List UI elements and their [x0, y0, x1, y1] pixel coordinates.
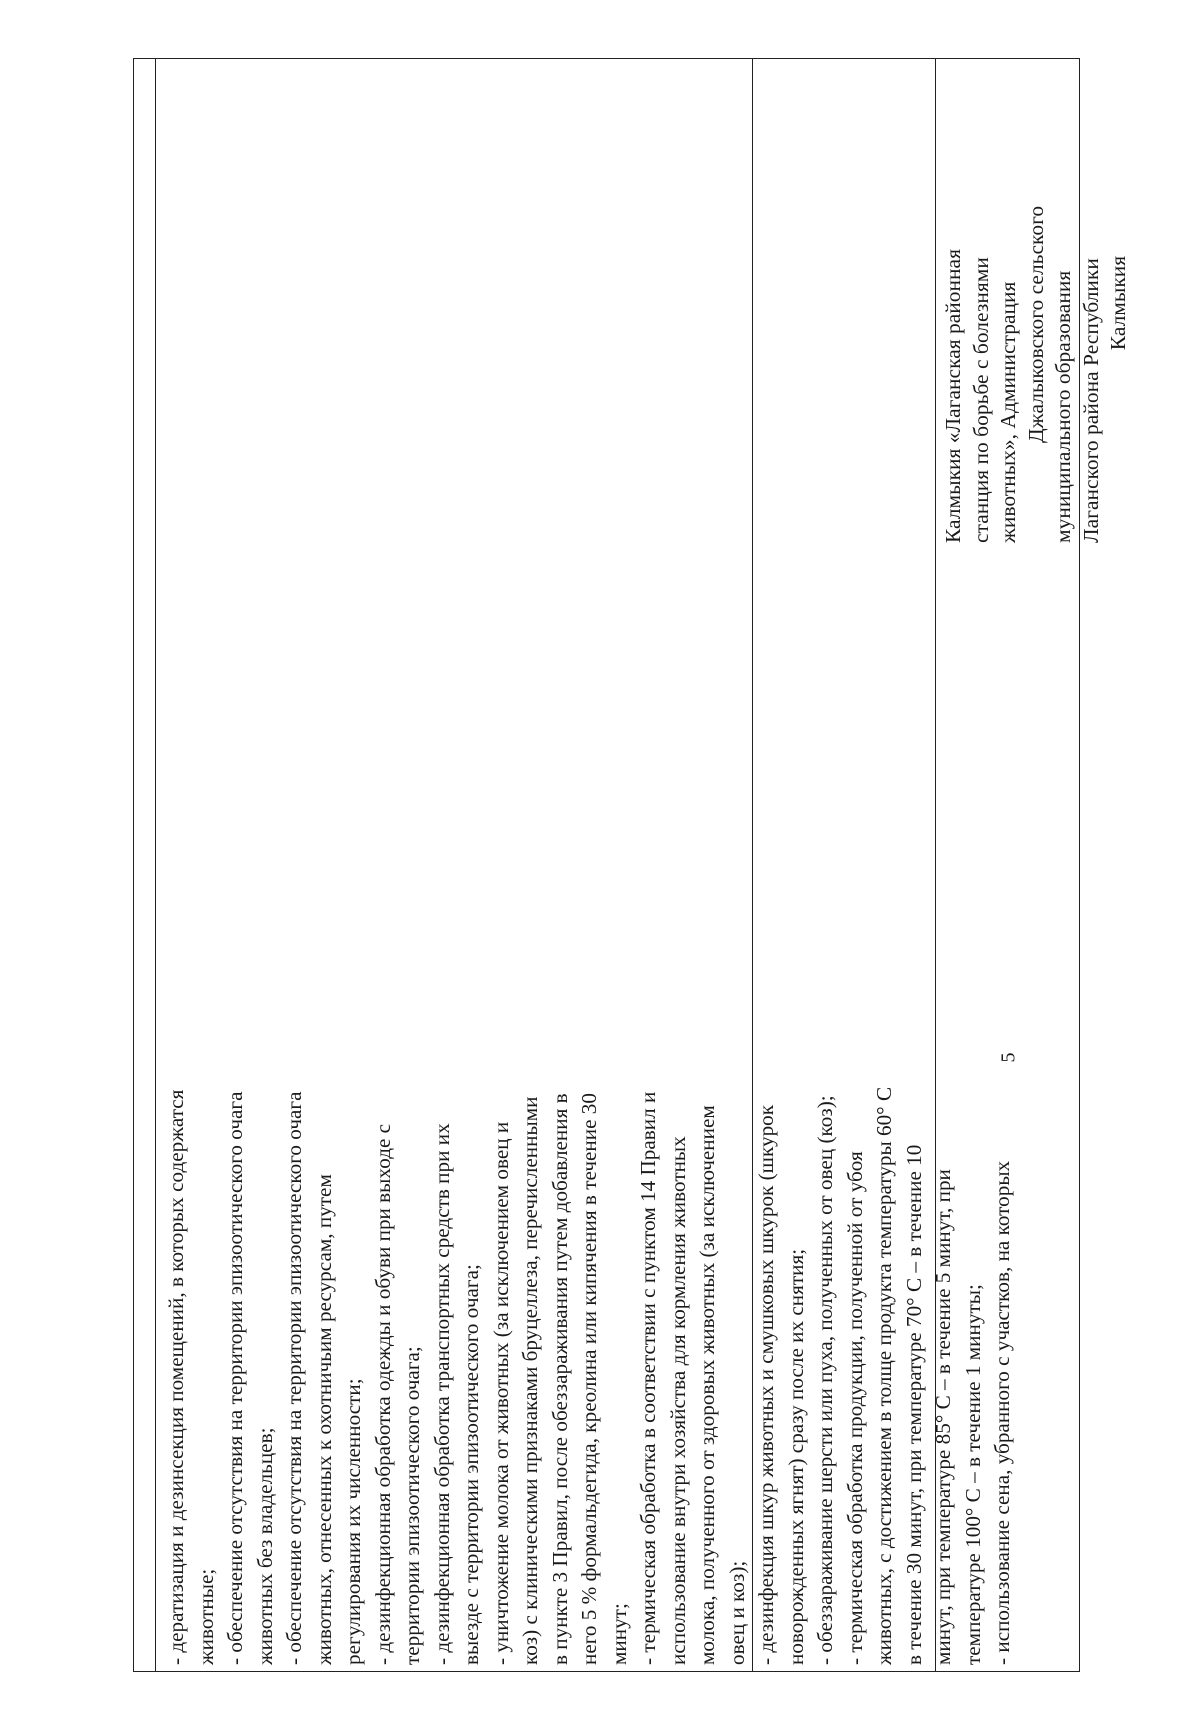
measure-line: минут, при температуре 85° С – в течение 5 минут, при [931, 1169, 955, 1665]
measure-line: - обеззараживание шерсти или пуха, полученных от овец (коз); [813, 1095, 837, 1665]
measure-line: - дезинфекционная обработка транспортных средств при их [429, 1123, 454, 1665]
measure-line: в течение 30 минут, при температуре 70° С – в течение 10 [901, 1144, 926, 1665]
measure-line: животные; [193, 1568, 218, 1665]
measure-line: - дезинфекционная обработка одежды и обуви при выходе с [370, 1123, 395, 1665]
measure-line: животных, отнесенных к охотничьим ресурсам, путем [311, 1174, 336, 1665]
measures-table [133, 58, 1130, 1672]
measure-line: выезде с территории эпизоотического очага; [459, 1264, 483, 1665]
measure-line: использование внутри хозяйства для кормления животных [665, 1136, 690, 1665]
rotated-page [133, 58, 1130, 1672]
measure-line: - термическая обработка в соответствии с пунктом 14 Правил и [636, 1091, 660, 1665]
responsible-line: Джалыковского сельского [1023, 205, 1048, 443]
measure-line: минут; [606, 1603, 631, 1665]
measure-line: - дератизация и дезинсекция помещений, в которых содержатся [164, 1089, 188, 1665]
table-column-number [134, 59, 156, 1671]
responsible-line: Калмыкия [1106, 255, 1130, 351]
measure-line: животных без владельцев; [252, 1427, 277, 1665]
measure-line: - термическая обработка продукции, полученной от убоя [842, 1151, 867, 1665]
measure-line: территории эпизоотического очага; [400, 1346, 424, 1665]
measures-text [158, 991, 1014, 1671]
measure-line: овец и коз); [724, 1560, 749, 1665]
measure-line: молока, полученного от здоровых животных (за исключением [695, 1105, 719, 1665]
measure-line: температуре 100° С – в течение 1 минуты; [960, 1284, 985, 1665]
measure-line: - обеспечение отсутствия на территории эпизоотического очага [282, 1091, 306, 1665]
responsible-line: станция по борьбе с болезнями [968, 257, 993, 543]
responsible-line: Калмыкия «Лаганская районная [941, 249, 965, 543]
measure-line: регулирования их численности; [341, 1378, 365, 1665]
responsible-line: животных», Администрация [996, 281, 1020, 543]
measure-line: - дезинфекция шкур животных и смушковых шкурок (шкурок [754, 1104, 778, 1665]
responsible-line: Лаганского района Республики [1078, 258, 1103, 543]
measure-line: животных, с достижением в толще продукта температуры 60° С [872, 1086, 896, 1665]
measure-line: в пункте 3 Правил, после обеззараживания путем добавления в [547, 1093, 572, 1665]
measure-line: - уничтожение молока от животных (за исключением овец и [488, 1121, 513, 1665]
measure-line: - использование сена, убранного с участков, на которых [990, 1160, 1014, 1665]
measure-line: - обеспечение отсутствия на территории эпизоотического очага [223, 1091, 247, 1665]
measure-line: новорожденных ягнят) сразу после их снятия; [783, 1248, 808, 1665]
measure-line: коз) с клиническими признаками бруцеллеза, перечисленными [518, 1096, 542, 1665]
responsible-line: муниципального образования [1051, 270, 1075, 543]
measure-line: него 5 % формальдегида, креолина или кипячения в течение 30 [577, 1093, 601, 1665]
page-number: 5 [997, 1052, 1020, 1063]
responsible-text [940, 63, 1130, 543]
